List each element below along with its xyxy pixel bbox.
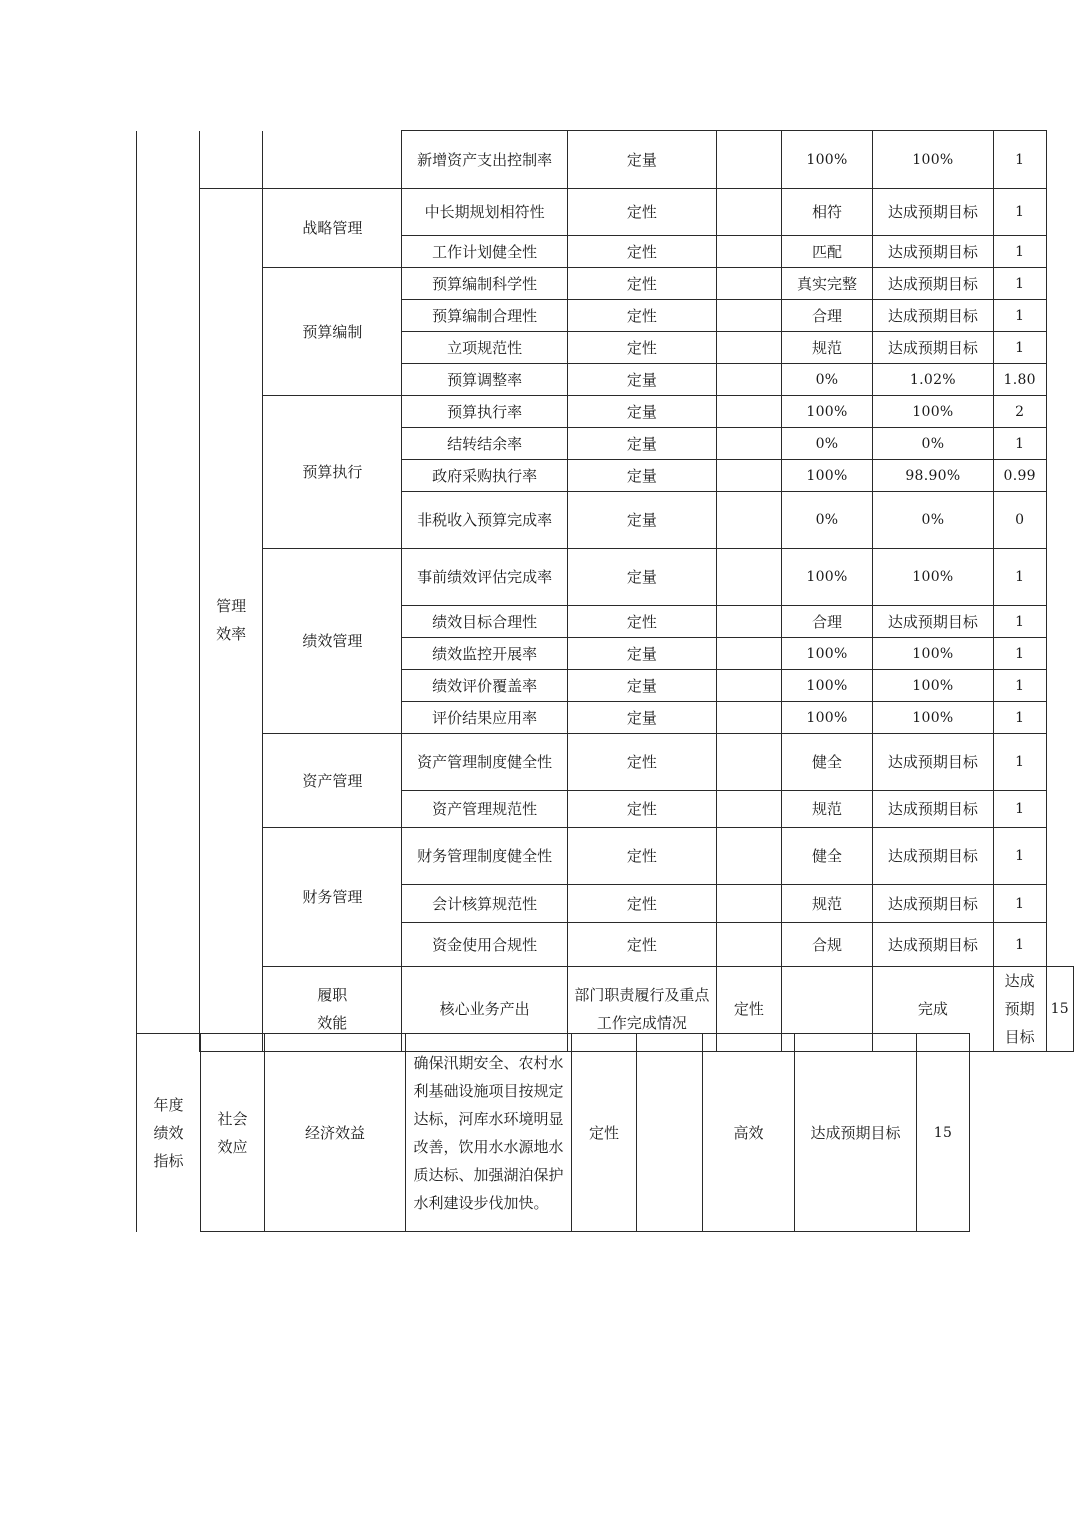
indicator-weight — [716, 923, 781, 967]
indicator-name: 政府采购执行率 — [402, 460, 568, 492]
level1-cell: 年度绩效指标 — [137, 1034, 201, 1232]
indicator-weight — [716, 364, 781, 396]
indicator-type: 定性 — [567, 923, 716, 967]
level3-cell: 核心业务产出 — [402, 967, 568, 1052]
indicator-target: 高效 — [703, 1034, 795, 1232]
indicator-score: 1.80 — [993, 364, 1046, 396]
indicator-actual: 达成预期目标 — [873, 332, 994, 364]
indicator-type: 定性 — [567, 189, 716, 236]
indicator-type: 定量 — [567, 638, 716, 670]
indicator-target: 100% — [781, 549, 872, 606]
indicator-name: 预算编制合理性 — [402, 300, 568, 332]
indicator-score: 1 — [993, 332, 1046, 364]
indicator-target: 规范 — [781, 791, 872, 828]
table-row — [137, 549, 1074, 606]
indicator-score: 1 — [993, 828, 1046, 885]
indicator-actual: 达成预期目标 — [873, 734, 994, 791]
indicator-score: 2 — [993, 396, 1046, 428]
indicator-score: 1 — [993, 923, 1046, 967]
indicator-actual: 达成预期目标 — [873, 606, 994, 638]
level3-cell: 绩效管理 — [263, 549, 402, 734]
indicator-target: 0% — [781, 364, 872, 396]
indicator-actual: 达成预期目标 — [873, 189, 994, 236]
indicator-weight — [716, 549, 781, 606]
level3-cell: 经济效益 — [265, 1034, 406, 1232]
indicator-weight — [716, 236, 781, 268]
indicator-target: 合理 — [781, 606, 872, 638]
indicator-score: 1 — [993, 791, 1046, 828]
indicator-score: 0.99 — [993, 460, 1046, 492]
indicator-type: 定性 — [567, 236, 716, 268]
indicator-name: 资产管理制度健全性 — [402, 734, 568, 791]
indicator-name: 预算调整率 — [402, 364, 568, 396]
indicator-type: 定性 — [567, 606, 716, 638]
indicator-score: 1 — [993, 670, 1046, 702]
indicator-target: 健全 — [781, 828, 872, 885]
indicator-name: 新增资产支出控制率 — [402, 131, 568, 189]
indicator-type: 定量 — [567, 396, 716, 428]
indicator-name: 非税收入预算完成率 — [402, 492, 568, 549]
indicator-score: 15 — [917, 1034, 970, 1232]
table-row — [137, 828, 1074, 885]
indicator-name: 事前绩效评估完成率 — [402, 549, 568, 606]
indicator-score: 1 — [993, 638, 1046, 670]
indicator-score: 1 — [993, 428, 1046, 460]
indicator-name: 会计核算规范性 — [402, 885, 568, 923]
indicator-target: 100% — [781, 670, 872, 702]
indicator-name: 绩效目标合理性 — [402, 606, 568, 638]
indicator-type: 定性 — [567, 300, 716, 332]
indicator-type: 定性 — [567, 885, 716, 923]
indicator-type: 定量 — [567, 460, 716, 492]
indicator-score: 0 — [993, 492, 1046, 549]
indicator-actual: 1.02% — [873, 364, 994, 396]
level3-cell: 财务管理 — [263, 828, 402, 967]
indicator-type: 定性 — [567, 791, 716, 828]
level3-cell: 预算执行 — [263, 396, 402, 549]
indicator-actual: 达成预期目标 — [873, 268, 994, 300]
indicator-weight — [637, 1034, 703, 1232]
indicator-type: 定量 — [567, 702, 716, 734]
indicator-target: 合规 — [781, 923, 872, 967]
indicator-actual: 0% — [873, 492, 994, 549]
indicator-weight — [716, 638, 781, 670]
indicator-name: 预算执行率 — [402, 396, 568, 428]
indicator-actual: 0% — [873, 428, 994, 460]
level2-cell-continued — [199, 131, 263, 189]
indicator-type: 定性 — [572, 1034, 637, 1232]
indicator-type: 定量 — [567, 364, 716, 396]
indicator-weight — [716, 492, 781, 549]
performance-indicator-table — [136, 130, 1074, 1052]
indicator-name: 中长期规划相符性 — [402, 189, 568, 236]
indicator-name: 确保汛期安全、农村水利基础设施项目按规定达标，河库水环境明显改善，饮用水水源地水质达标、加强湖泊保护水利建设步伐加快。 — [406, 1034, 572, 1232]
indicator-type: 定量 — [567, 549, 716, 606]
indicator-weight — [716, 268, 781, 300]
indicator-actual: 98.90% — [873, 460, 994, 492]
annual-indicator-table — [136, 1033, 970, 1232]
indicator-score: 1 — [993, 300, 1046, 332]
indicator-type: 定性 — [716, 967, 781, 1052]
indicator-score: 1 — [993, 268, 1046, 300]
indicator-target: 相符 — [781, 189, 872, 236]
indicator-target: 真实完整 — [781, 268, 872, 300]
indicator-weight — [716, 828, 781, 885]
indicator-name: 部门职责履行及重点工作完成情况 — [567, 967, 716, 1052]
level2-cell: 履职效能 — [263, 967, 402, 1052]
indicator-weight — [716, 460, 781, 492]
indicator-actual: 达成预期目标 — [795, 1034, 917, 1232]
indicator-name: 评价结果应用率 — [402, 702, 568, 734]
table-row — [137, 268, 1074, 300]
indicator-actual: 100% — [873, 549, 994, 606]
indicator-name: 预算编制科学性 — [402, 268, 568, 300]
indicator-weight — [716, 131, 781, 189]
indicator-type: 定量 — [567, 492, 716, 549]
level3-cell: 战略管理 — [263, 189, 402, 268]
table-row — [137, 131, 1074, 189]
indicator-target: 健全 — [781, 734, 872, 791]
indicator-type: 定性 — [567, 828, 716, 885]
level1-cell-continued — [137, 131, 200, 1052]
indicator-target: 100% — [781, 702, 872, 734]
indicator-target: 合理 — [781, 300, 872, 332]
indicator-score: 1 — [993, 606, 1046, 638]
indicator-target: 0% — [781, 492, 872, 549]
indicator-target: 完成 — [873, 967, 994, 1052]
indicator-name: 立项规范性 — [402, 332, 568, 364]
indicator-score: 1 — [993, 189, 1046, 236]
indicator-name: 财务管理制度健全性 — [402, 828, 568, 885]
indicator-type: 定量 — [567, 670, 716, 702]
indicator-weight — [716, 734, 781, 791]
level3-cell: 预算编制 — [263, 268, 402, 396]
indicator-actual: 100% — [873, 670, 994, 702]
indicator-type: 定量 — [567, 428, 716, 460]
indicator-weight — [716, 885, 781, 923]
indicator-weight — [716, 300, 781, 332]
indicator-name: 结转结余率 — [402, 428, 568, 460]
indicator-target: 匹配 — [781, 236, 872, 268]
indicator-score: 1 — [993, 236, 1046, 268]
level2-cell: 管理效率 — [199, 189, 263, 1052]
indicator-weight — [716, 396, 781, 428]
indicator-target: 0% — [781, 428, 872, 460]
indicator-weight — [716, 332, 781, 364]
indicator-weight — [716, 428, 781, 460]
indicator-target: 规范 — [781, 885, 872, 923]
table-row — [137, 734, 1074, 791]
indicator-score: 1 — [993, 131, 1046, 189]
indicator-actual: 达成预期目标 — [873, 923, 994, 967]
indicator-actual: 达成预期目标 — [993, 967, 1046, 1052]
indicator-name: 绩效监控开展率 — [402, 638, 568, 670]
indicator-weight — [716, 606, 781, 638]
level2-cell: 社会效应 — [201, 1034, 265, 1232]
indicator-actual: 达成预期目标 — [873, 828, 994, 885]
indicator-target: 100% — [781, 131, 872, 189]
indicator-type: 定量 — [567, 131, 716, 189]
indicator-score: 1 — [993, 549, 1046, 606]
indicator-type: 定性 — [567, 332, 716, 364]
indicator-actual: 达成预期目标 — [873, 791, 994, 828]
indicator-actual: 100% — [873, 638, 994, 670]
indicator-name: 资产管理规范性 — [402, 791, 568, 828]
indicator-actual: 达成预期目标 — [873, 885, 994, 923]
indicator-weight — [716, 670, 781, 702]
table-row — [137, 1034, 970, 1232]
level3-cell-continued — [263, 131, 402, 189]
indicator-actual: 100% — [873, 702, 994, 734]
indicator-weight — [716, 702, 781, 734]
indicator-score: 15 — [1046, 967, 1073, 1052]
indicator-score: 1 — [993, 734, 1046, 791]
indicator-weight — [716, 791, 781, 828]
indicator-actual: 100% — [873, 131, 994, 189]
indicator-actual: 达成预期目标 — [873, 236, 994, 268]
table-row — [137, 396, 1074, 428]
indicator-actual: 100% — [873, 396, 994, 428]
indicator-target: 规范 — [781, 332, 872, 364]
indicator-name: 资金使用合规性 — [402, 923, 568, 967]
indicator-name: 工作计划健全性 — [402, 236, 568, 268]
indicator-target: 100% — [781, 460, 872, 492]
indicator-type: 定性 — [567, 734, 716, 791]
indicator-score: 1 — [993, 885, 1046, 923]
indicator-target: 100% — [781, 396, 872, 428]
indicator-score: 1 — [993, 702, 1046, 734]
indicator-actual: 达成预期目标 — [873, 300, 994, 332]
table-row — [137, 189, 1074, 236]
indicator-name: 绩效评价覆盖率 — [402, 670, 568, 702]
indicator-target: 100% — [781, 638, 872, 670]
indicator-weight — [716, 189, 781, 236]
indicator-type: 定性 — [567, 268, 716, 300]
level3-cell: 资产管理 — [263, 734, 402, 828]
